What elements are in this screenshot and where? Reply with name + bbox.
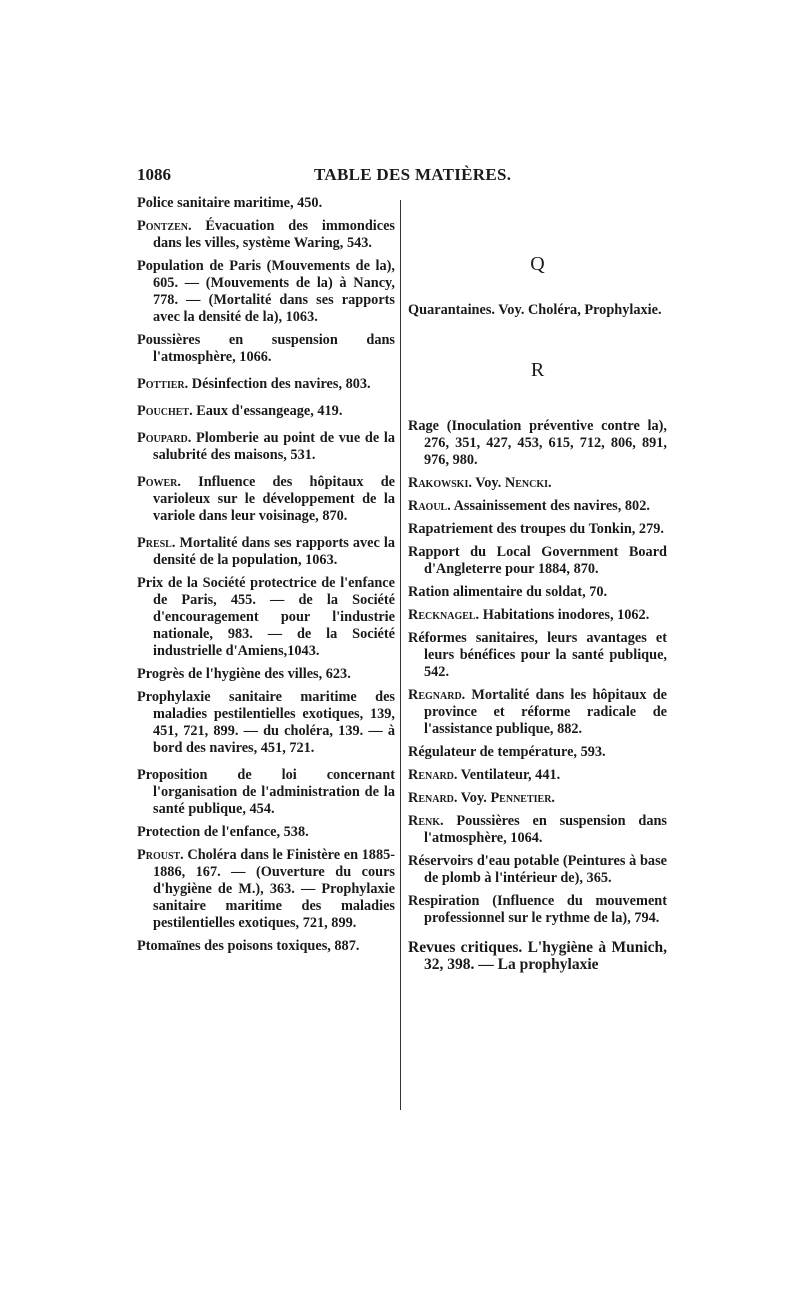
index-entry: Poupard. Plomberie au point de vue de la salubrité des maisons, 531. <box>137 430 395 463</box>
author-name: Renard. <box>408 767 458 783</box>
index-entry: Réservoirs d'eau potable (Peintures à base de plomb à l'intérieur de), 365. <box>408 853 667 886</box>
index-entry: Proposition de loi concernant l'organisation de l'administration de la santé publique, 454. <box>137 767 395 817</box>
index-entry: Population de Paris (Mouvements de la), 605. — (Mouvements de la) à Nancy, 778. — (Mortalité dans ses rapports avec la densité de la), 1063. <box>137 258 395 325</box>
index-entry: Police sanitaire maritime, 450. <box>137 195 323 211</box>
author-name: Rakowski. <box>408 475 472 491</box>
author-name: Renk. <box>408 813 444 829</box>
page-header <box>137 165 667 189</box>
index-entry: Rage (Inoculation préventive contre la), 276, 351, 427, 453, 615, 712, 806, 891, 976, 980. <box>408 418 667 468</box>
column-divider <box>400 200 401 1110</box>
section-letter: Q <box>530 253 545 275</box>
author-name: Pennetier. <box>490 790 555 806</box>
author-name: Pontzen. <box>137 218 192 234</box>
author-name: Power. <box>137 474 181 490</box>
author-name: Proust. <box>137 847 184 863</box>
index-entry: Rakowski. Voy. Nencki. <box>408 475 552 491</box>
index-entry: Raoul. Assainissement des navires, 802. <box>408 498 650 514</box>
index-entry: Pottier. Désinfection des navires, 803. <box>137 376 371 392</box>
index-entry: Renk. Poussières en suspension dans l'atmosphère, 1064. <box>408 813 667 846</box>
index-entry: Poussières en suspension dans l'atmosphère, 1066. <box>137 332 395 365</box>
page-number: 1086 <box>137 165 171 184</box>
section-letter: R <box>530 359 545 381</box>
index-entry: Renard. Ventilateur, 441. <box>408 767 561 783</box>
author-name: Pouchet. <box>137 403 193 419</box>
index-entry: Recknagel. Habitations inodores, 1062. <box>408 607 650 623</box>
author-name: Regnard. <box>408 687 466 703</box>
index-entry: Proust. Choléra dans le Finistère en 1885-1886, 167. — (Ouverture du cours d'hygiène de M.), 363. — Prophylaxie sanitaire maritime des maladies pestilentielles exotiques, 721, 899. <box>137 847 395 931</box>
author-name: Pottier. <box>137 376 189 392</box>
index-entry: Prophylaxie sanitaire maritime des maladies pestilentielles exotiques, 139, 451, 721, 899. — du choléra, 139. — à bord des navires, 451, 721. <box>137 689 395 756</box>
index-entry: Regnard. Mortalité dans les hôpitaux de province et réforme radicale de l'assistance publique, 882. <box>408 687 667 737</box>
author-name: Renard. <box>408 790 458 806</box>
author-name: Poupard. <box>137 430 192 446</box>
right-column <box>408 195 667 979</box>
index-entry: Prix de la Société protectrice de l'enfance de Paris, 455. — de la Société d'encouragement pour l'industrie nationale, 983. — de la Société industrielle d'Amiens,1043. <box>137 575 395 659</box>
running-title: TABLE DES MATIÈRES. <box>314 165 512 184</box>
index-entry: Protection de l'enfance, 538. <box>137 824 309 840</box>
index-entry: Power. Influence des hôpitaux de varioleux sur le développement de la variole dans leur voisinage, 870. <box>137 474 395 524</box>
index-entry: Rapatriement des troupes du Tonkin, 279. <box>408 521 664 537</box>
left-column <box>137 195 395 961</box>
index-entry: Régulateur de température, 593. <box>408 744 606 760</box>
index-entry: Ptomaïnes des poisons toxiques, 887. <box>137 938 360 954</box>
index-entry: Respiration (Influence du mouvement professionnel sur le rythme de la), 794. <box>408 893 667 926</box>
index-entry: Pontzen. Évacuation des immondices dans les villes, système Waring, 543. <box>137 218 395 251</box>
index-entry: Rapport du Local Government Board d'Angleterre pour 1884, 870. <box>408 544 667 577</box>
index-entry: Revues critiques. L'hygiène à Munich, 32, 398. — La prophylaxie <box>408 939 667 973</box>
author-name: Recknagel. <box>408 607 480 623</box>
index-entry: Ration alimentaire du soldat, 70. <box>408 584 608 600</box>
index-entry: Presl. Mortalité dans ses rapports avec la densité de la population, 1063. <box>137 535 395 568</box>
author-name: Raoul. <box>408 498 451 514</box>
index-entry: Quarantaines. Voy. Choléra, Prophylaxie. <box>408 302 662 318</box>
index-entry: Réformes sanitaires, leurs avantages et leurs bénéfices pour la santé publique, 542. <box>408 630 667 680</box>
index-entry: Pouchet. Eaux d'essangeage, 419. <box>137 403 343 419</box>
author-name: Presl. <box>137 535 176 551</box>
index-entry: Progrès de l'hygiène des villes, 623. <box>137 666 351 682</box>
index-entry: Renard. Voy. Pennetier. <box>408 790 555 806</box>
author-name: Nencki. <box>504 475 552 491</box>
